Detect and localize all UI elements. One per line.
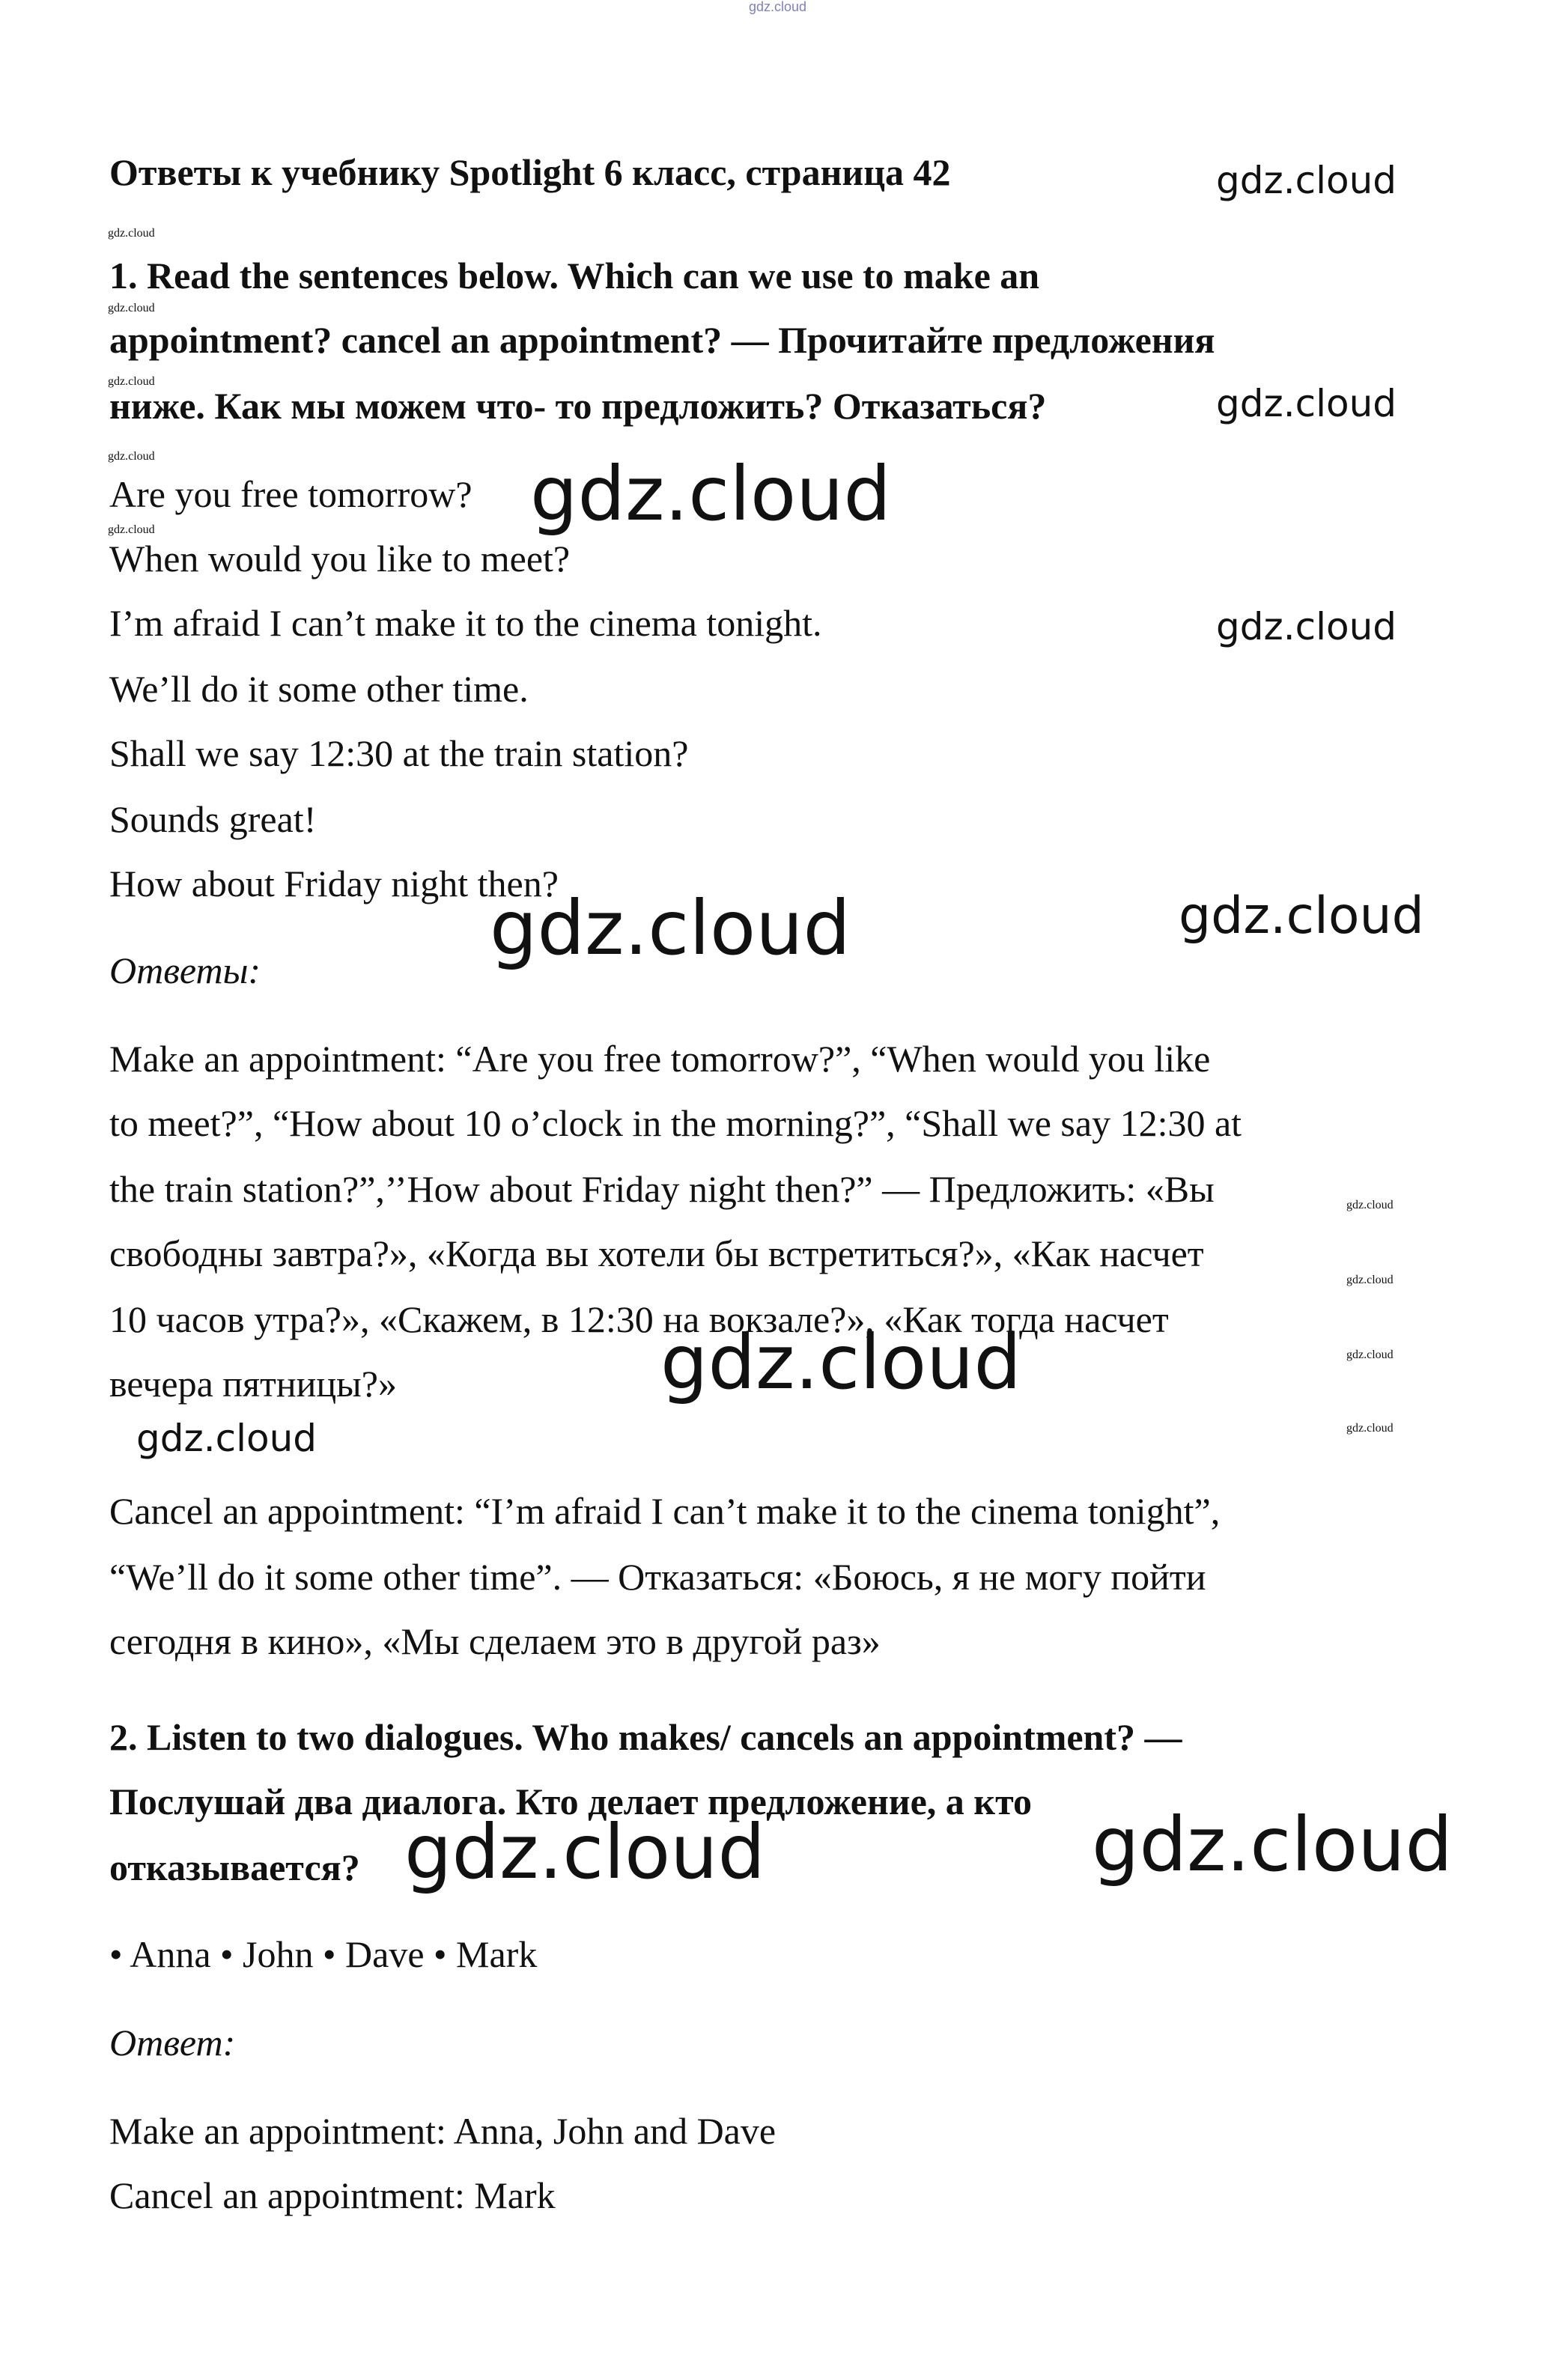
watermark-tiny: gdz.cloud [108,523,155,536]
watermark-large: gdz.cloud [1092,1801,1453,1888]
watermark-tiny: gdz.cloud [1346,1274,1394,1286]
watermark-small: gdz.cloud [1216,159,1397,202]
answer-make-line-1: Make an appointment: “Are you free tomorrow?”, “When would you like [109,1038,1211,1080]
watermark-tiny: gdz.cloud [108,302,155,314]
task2-heading-line-1: 2. Listen to two dialogues. Who makes/ cancels an appointment? — [109,1716,1182,1758]
watermark-small: gdz.cloud [1216,605,1397,648]
answer-make-line-4: свободны завтра?», «Когда вы хотели бы встретиться?», «Как насчет [109,1232,1204,1274]
watermark-large: gdz.cloud [404,1808,766,1896]
answer-cancel-line-2: “We’ll do it some other time”. — Отказаться: «Боюсь, я не могу пойти [109,1556,1206,1598]
sentence-3: I’m afraid I can’t make it to the cinema tonight. [109,602,822,644]
watermark-large: gdz.cloud [660,1319,1022,1406]
answer-make-line-3: the train station?”,’’How about Friday night then?” — Предложить: «Вы [109,1168,1215,1210]
watermark-large: gdz.cloud [530,450,892,538]
task1-heading-line-3: ниже. Как мы можем что- то предложить? Отказаться? [109,385,1047,427]
watermark-tiny: gdz.cloud [1346,1422,1394,1435]
watermark-tiny: gdz.cloud [108,375,155,388]
answer-make-line-5: 10 часов утра?», «Скажем, в 12:30 на вокзале?», «Как тогда насчет [109,1298,1169,1340]
answer-cancel-line-3: сегодня в кино», «Мы сделаем это в другой раз» [109,1620,881,1662]
watermark-tiny: gdz.cloud [108,227,155,240]
sentence-6: Sounds great! [109,798,317,840]
watermark-small: gdz.cloud [1216,382,1397,425]
watermark-large: gdz.cloud [490,884,851,972]
page-title: Ответы к учебнику Spotlight 6 класс, страница 42 [109,151,951,193]
watermark-top: gdz.cloud [749,0,807,14]
watermark-tiny: gdz.cloud [108,450,155,463]
task2-heading-line-3: отказывается? [109,1846,360,1888]
watermark-tiny: gdz.cloud [1346,1199,1394,1211]
sentence-4: We’ll do it some other time. [109,668,529,710]
task1-heading-line-2: appointment? cancel an appointment? — Прочитайте предложения [109,319,1215,361]
watermark-small: gdz.cloud [136,1417,317,1460]
answer-make-line-2: to meet?”, “How about 10 o’clock in the morning?”, “Shall we say 12:30 at [109,1102,1242,1144]
sentence-2: When would you like to meet? [109,538,571,580]
task2-heading-line-2: Послушай два диалога. Кто делает предложение, а кто [109,1780,1033,1822]
task1-heading-line-1: 1. Read the sentences below. Which can we use to make an [109,255,1040,296]
answers-label: Ответы: [109,949,261,991]
watermark-medium: gdz.cloud [1179,887,1424,946]
answer-label: Ответ: [109,2022,236,2064]
watermark-tiny: gdz.cloud [1346,1348,1394,1361]
answer-cancel-line-1: Cancel an appointment: “I’m afraid I can’t make it to the cinema tonight”, [109,1490,1221,1532]
task2-answer-1: Make an appointment: Anna, John and Dave [109,2110,777,2152]
sentence-5: Shall we say 12:30 at the train station? [109,732,689,774]
answer-make-line-6: вечера пятницы?» [109,1363,397,1405]
names-list: • Anna • John • Dave • Mark [109,1933,538,1975]
task2-answer-2: Cancel an appointment: Mark [109,2174,556,2216]
sentence-1: Are you free tomorrow? [109,473,472,515]
sentence-7: How about Friday night then? [109,863,559,904]
